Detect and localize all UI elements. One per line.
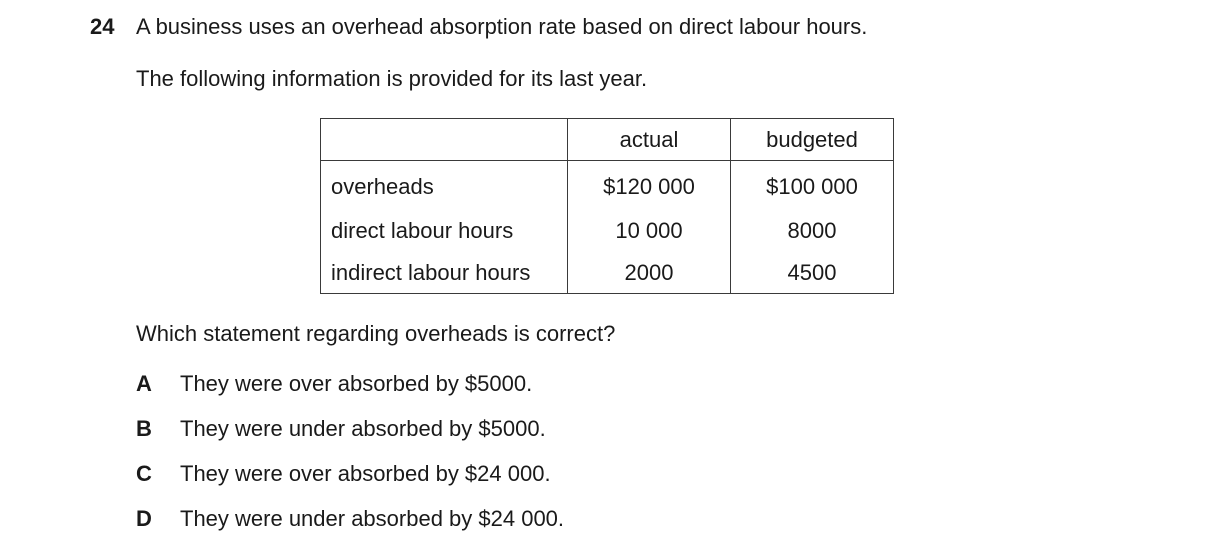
- option-letter: A: [136, 371, 152, 396]
- option-letter: B: [136, 416, 152, 441]
- table-row: [321, 209, 894, 253]
- table-header-actual: actual: [568, 119, 731, 161]
- question-number: 24: [90, 14, 115, 39]
- cell-budgeted: 8000: [731, 209, 894, 253]
- cell-budgeted: 4500: [731, 253, 894, 294]
- question-stem: A business uses an overhead absorption rate based on direct labour hours.: [136, 14, 868, 39]
- table-row: [321, 253, 894, 294]
- option-text: They were under absorbed by $5000.: [180, 416, 546, 441]
- option-text: They were over absorbed by $24 000.: [180, 461, 551, 486]
- option-text: They were under absorbed by $24 000.: [180, 506, 565, 531]
- option-letter: D: [136, 506, 152, 531]
- option-letter: C: [136, 461, 152, 486]
- row-label-overheads: overheads: [321, 161, 568, 210]
- row-label-direct-labour-hours: direct labour hours: [321, 209, 568, 253]
- table-row: [321, 161, 894, 210]
- table-header-budgeted: budgeted: [731, 119, 894, 161]
- cell-actual: 10 000: [568, 209, 731, 253]
- table-header-row: [321, 119, 894, 161]
- cell-budgeted: $100 000: [731, 161, 894, 210]
- table-header-blank: [321, 119, 568, 161]
- row-label-indirect-labour-hours: indirect labour hours: [321, 253, 568, 294]
- option-text: They were over absorbed by $5000.: [180, 371, 533, 396]
- question-prompt: Which statement regarding overheads is correct?: [136, 321, 616, 346]
- question-intro: The following information is provided for its last year.: [136, 66, 648, 91]
- cell-actual: 2000: [568, 253, 731, 294]
- information-table: [320, 118, 894, 294]
- cell-actual: $120 000: [568, 161, 731, 210]
